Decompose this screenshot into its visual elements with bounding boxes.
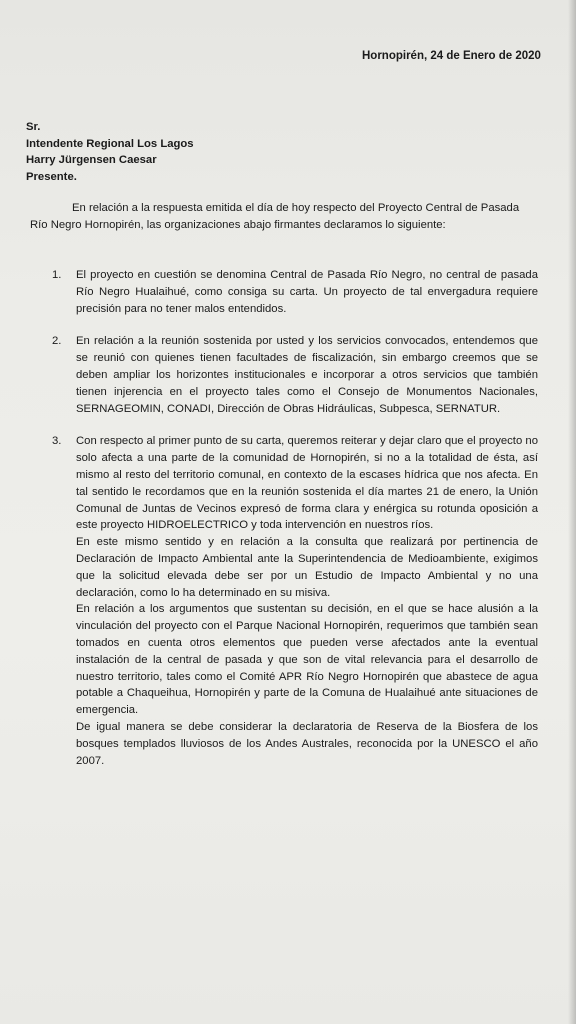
intro-paragraph xyxy=(30,200,536,234)
recipient-line: Sr. xyxy=(26,121,41,133)
list-item-paragraph: Con respecto al primer punto de su carta, queremos reiterar y dejar claro que el proyecto no solo afecta a una parte de la comunidad de Hornopirén, si no a la totalidad de ésta, así mismo al resto del territorio comunal, en contexto de la escases hídrica que nos afecta. En tal sentido le recordamos que en la reunión sostenida el día martes 21 de enero, la Unión Comunal de Juntas de Vecinos expresó de forma clara y enérgica su rotunda oposición a este proyecto HIDROELECTRICO y toda intervención en nuestros ríos. xyxy=(76,435,538,532)
list-item-paragraph: El proyecto en cuestión se denomina Central de Pasada Río Negro, no central de pasada Río Negro Hualaihué, como consiga su carta. Un proyecto de tal envergadura requiere precisión para no tener malos entendidos. xyxy=(76,269,538,315)
list-item-paragraph: De igual manera se debe considerar la declaratoria de Reserva de la Biosfera de los bosques templados lluviosos de los Andes Australes, reconocida por la UNESCO el año 2007. xyxy=(76,720,538,767)
date-line: Hornopirén, 24 de Enero de 2020 xyxy=(362,50,541,62)
intro-text: En relación a la respuesta emitida el día de hoy respecto del Proyecto Central de Pasada Río Negro Hornopirén, las organizaciones abajo firmantes declaramos lo siguiente: xyxy=(30,202,520,231)
list-item-number: 2. xyxy=(52,335,62,348)
recipient-line: Harry Jürgensen Caesar xyxy=(26,154,157,167)
list-item-number: 3. xyxy=(52,435,62,448)
list-item xyxy=(52,433,538,769)
list-item xyxy=(52,267,538,317)
recipient-line: Presente. xyxy=(26,170,77,183)
page-shadow-edge xyxy=(568,0,576,1024)
list-item-paragraph: En este mismo sentido y en relación a la consulta que realizará por pertinencia de Declaración de Impacto Ambiental ante la Superintendencia de Medioambiente, exigimos que la solicitud elevada debe ser por un Estudio de Impacto Ambiental y no una declaración, como lo ha determinado en su misiva. xyxy=(76,536,538,599)
recipient-block xyxy=(26,119,194,185)
list-item xyxy=(52,333,538,417)
numbered-list xyxy=(52,267,538,785)
list-item-paragraph: En relación a la reunión sostenida por usted y los servicios convocados, entendemos que se reunió con quienes tienen facultades de fiscalización, sin embargo creemos que se deben ampliar los horizontes institucionales e incorporar a otros servicios que también tienen injerencia en el proyecto tales como el Consejo de Monumentos Nacionales, SERNAGEOMIN, CONADI, Dirección de Obras Hidráulicas, Subpesca, SERNATUR. xyxy=(76,335,538,415)
list-item-number: 1. xyxy=(52,269,62,281)
recipient-line: Intendente Regional Los Lagos xyxy=(26,137,194,150)
list-item-paragraph: En relación a los argumentos que sustentan su decisión, en el que se hace alusión a la vinculación del proyecto con el Parque Nacional Hornopirén, requerimos que también sean tomados en cuenta otros elementos que pueden verse afectados ante la eventual instalación de la central de pasada y que son de vital relevancia para el desarrollo de nuestro territorio, tales como el Comité APR Río Negro Hornopirén que abastece de agua potable a Chaqueihua, Hornopirén y parte de la Comuna de Hualaihué ante situaciones de emergencia. xyxy=(76,603,538,717)
